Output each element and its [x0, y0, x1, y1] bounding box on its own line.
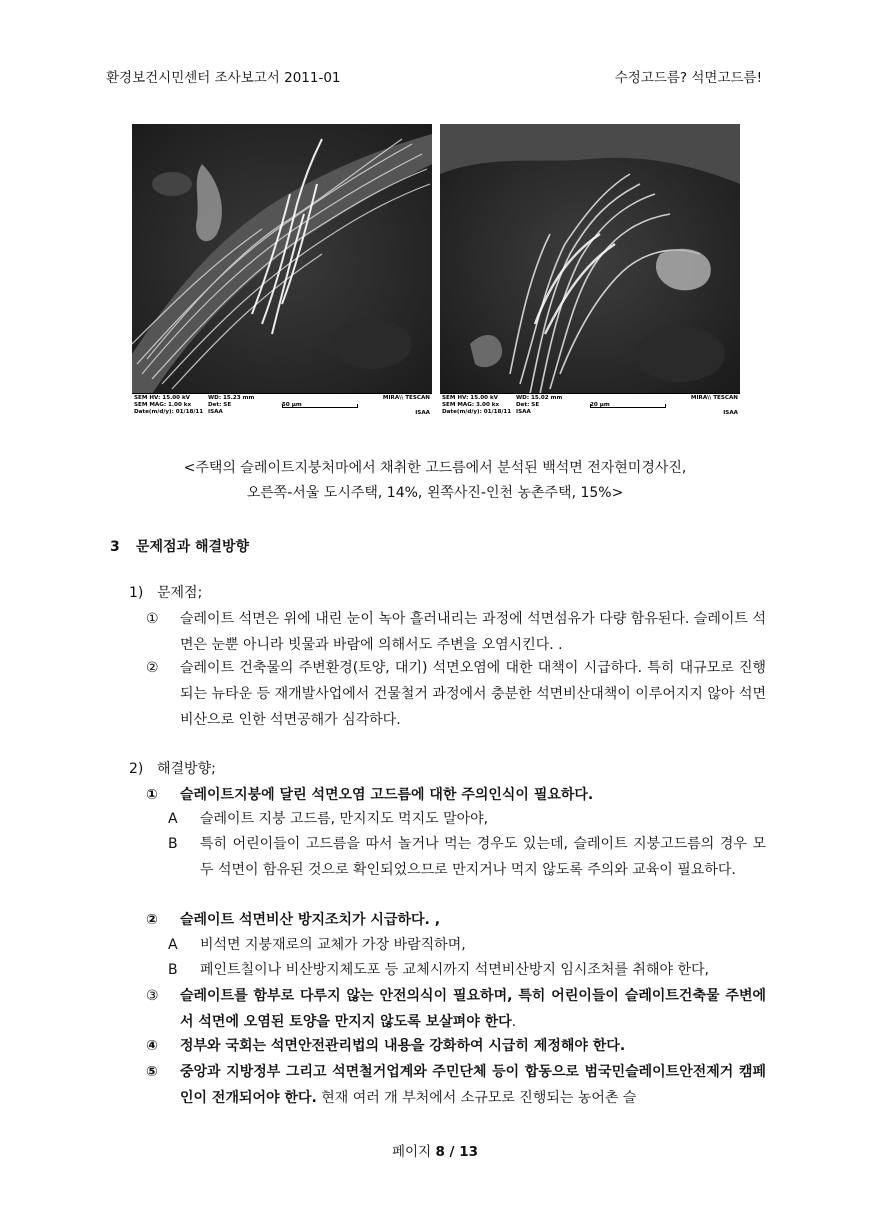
problem-text-2: 슬레이트 건축물의 주변환경(토양, 대기) 석면오염에 대한 대책이 시급하다. 특히 대규모로 진행되는 뉴타운 등 재개발사업에서 건물철거 과정에서 충분한 석면비산대책이 이루어지지 않아 석면비산으로 인한 석면공해가 심각하다.	[180, 660, 766, 728]
solution-1-sub-b-text: 특히 어린이들이 고드름을 따서 놀거나 먹는 경우도 있는데, 슬레이트 지붕고드름의 경우 모두 석면이 함유된 것으로 확인되었으므로 만지거나 먹지 않도록 주의와 교육이 필요하다.	[200, 836, 766, 878]
footer-separator: /	[444, 1144, 460, 1160]
solution-marker-4: ④	[146, 1038, 158, 1054]
sem-brand: MIRA\\ TESCAN	[382, 395, 430, 401]
solution-2-sub-b-marker: B	[168, 962, 178, 978]
sem-wd: WD: 15.23 mm	[208, 395, 255, 401]
solution-text-1: 슬레이트지붕에 달린 석면오염 고드름에 대한 주의인식이 필요하다.	[180, 787, 594, 803]
sem-det: Det: SE	[516, 402, 540, 409]
footer-total-pages: 13	[459, 1144, 478, 1160]
problem-marker-2: ②	[146, 660, 159, 676]
sem-mag: SEM MAG: 3.00 kx	[442, 402, 500, 409]
solution-item-3	[146, 983, 766, 1035]
sem-hv: SEM HV: 15.00 kV	[134, 395, 190, 401]
solution-1-sub-a-marker: A	[168, 811, 178, 827]
solution-text-4: 정부와 국회는 석면안전관리법의 내용을 강화하여 시급히 제정해야 한다.	[180, 1038, 626, 1054]
sem-scale-bar	[282, 404, 358, 408]
footer-prefix: 페이지	[392, 1144, 436, 1160]
sem-org: ISAA	[208, 409, 223, 416]
solution-item-4	[146, 1033, 766, 1059]
problem-item-1	[146, 606, 766, 658]
section-heading	[110, 536, 249, 556]
solution-marker-1: ①	[146, 787, 158, 803]
solution-2-sub-a	[168, 932, 766, 958]
solution-2-sub-b	[168, 957, 766, 983]
solutions-label: 해결방향;	[157, 761, 216, 777]
section-number: 3	[110, 539, 120, 555]
sem-isaa: ISAA	[415, 410, 430, 417]
sem-image-left	[132, 124, 432, 426]
sem-org: ISAA	[516, 409, 531, 416]
sem-isaa: ISAA	[723, 410, 738, 417]
solution-item-2	[146, 907, 766, 933]
asbestos-fiber-image-left	[132, 124, 432, 394]
solution-text-5-bold: 중앙과 지방정부 그리고 석면철거업계와 주민단체 등이 합동으로 범국민슬레이트안전제거 캠페인이 전개되어야 한다.	[180, 1064, 766, 1106]
sem-scale-label: 50 µm	[282, 402, 302, 408]
problem-marker-1: ①	[146, 611, 159, 627]
figure-caption-line2: 오른쪽-서울 도시주택, 14%, 왼쪽사진-인천 농촌주택, 15%>	[246, 485, 624, 501]
problem-text-1: 슬레이트 석면은 위에 내린 눈이 녹아 흘러내리는 과정에 석면섬유가 다량 함유된다. 슬레이트 석면은 눈뿐 아니라 빗물과 바람에 의해서도 주변을 오염시킨다. .	[180, 611, 766, 653]
solution-text-5-normal: 현재 여러 개 부처에서 소규모로 진행되는 농어촌 슬	[316, 1090, 637, 1106]
header-left: 환경보건시민센터 조사보고서 2011-01	[106, 70, 341, 86]
solution-marker-3: ③	[146, 988, 159, 1004]
figure-caption-line1: <주택의 슬레이트지붕처마에서 채취한 고드름에서 분석된 백석면 전자현미경사진,	[183, 460, 687, 476]
asbestos-fiber-image-right	[440, 124, 740, 394]
solution-marker-5: ⑤	[146, 1064, 158, 1080]
solution-text-2: 슬레이트 석면비산 방지조치가 시급하다. ,	[180, 912, 441, 928]
solutions-heading	[129, 756, 216, 782]
solution-1-sub-b-marker: B	[168, 836, 178, 852]
sem-brand: MIRA\\ TESCAN	[690, 395, 738, 401]
solutions-number: 2)	[129, 761, 144, 777]
solution-2-sub-b-text: 페인트칠이나 비산방지체도포 등 교체시까지 석면비산방지 임시조처를 취해야 한다,	[200, 962, 709, 978]
sem-det: Det: SE	[208, 402, 232, 409]
sem-hv: SEM HV: 15.00 kV	[442, 395, 498, 401]
solution-text-3-tail: .	[511, 1014, 517, 1030]
solution-text-3: 슬레이트를 함부로 다루지 않는 안전의식이 필요하며, 특히 어린이들이 슬레이트건축물 주변에서 석면에 오염된 토양을 만지지 않도록 보살펴야 한다	[180, 988, 766, 1030]
solution-item-5	[146, 1059, 766, 1111]
solution-1-sub-b	[168, 831, 766, 883]
sem-image-right	[440, 124, 740, 426]
sem-wd: WD: 15.02 mm	[516, 395, 563, 401]
sem-info-bar-left	[132, 393, 432, 426]
solution-1-sub-a	[168, 806, 766, 832]
solution-item-1	[146, 782, 766, 808]
footer-current-page: 8	[435, 1144, 445, 1160]
sem-figures	[132, 124, 740, 426]
solution-2-sub-a-marker: A	[168, 937, 178, 953]
solution-2-sub-a-text: 비석면 지붕재로의 교체가 가장 바람직하며,	[200, 937, 466, 953]
sem-mag: SEM MAG: 1.00 kx	[134, 402, 192, 409]
sem-date: Date(m/d/y): 01/18/11	[134, 409, 204, 416]
sem-scale-label: 20 µm	[590, 402, 610, 408]
sem-info-bar-right	[440, 393, 740, 426]
problems-number: 1)	[129, 585, 144, 601]
solution-marker-2: ②	[146, 912, 158, 928]
page-footer	[0, 1140, 870, 1160]
header-right: 수정고드름? 석면고드름!	[614, 70, 762, 86]
problem-item-2	[146, 655, 766, 733]
sem-scale-bar	[590, 404, 666, 408]
problems-label: 문제점;	[157, 585, 203, 601]
solution-1-sub-a-text: 슬레이트 지붕 고드름, 만지지도 먹지도 말아야,	[200, 811, 489, 827]
section-title: 문제점과 해결방향	[136, 539, 250, 555]
problems-heading	[129, 580, 202, 606]
sem-date: Date(m/d/y): 01/18/11	[442, 409, 512, 416]
